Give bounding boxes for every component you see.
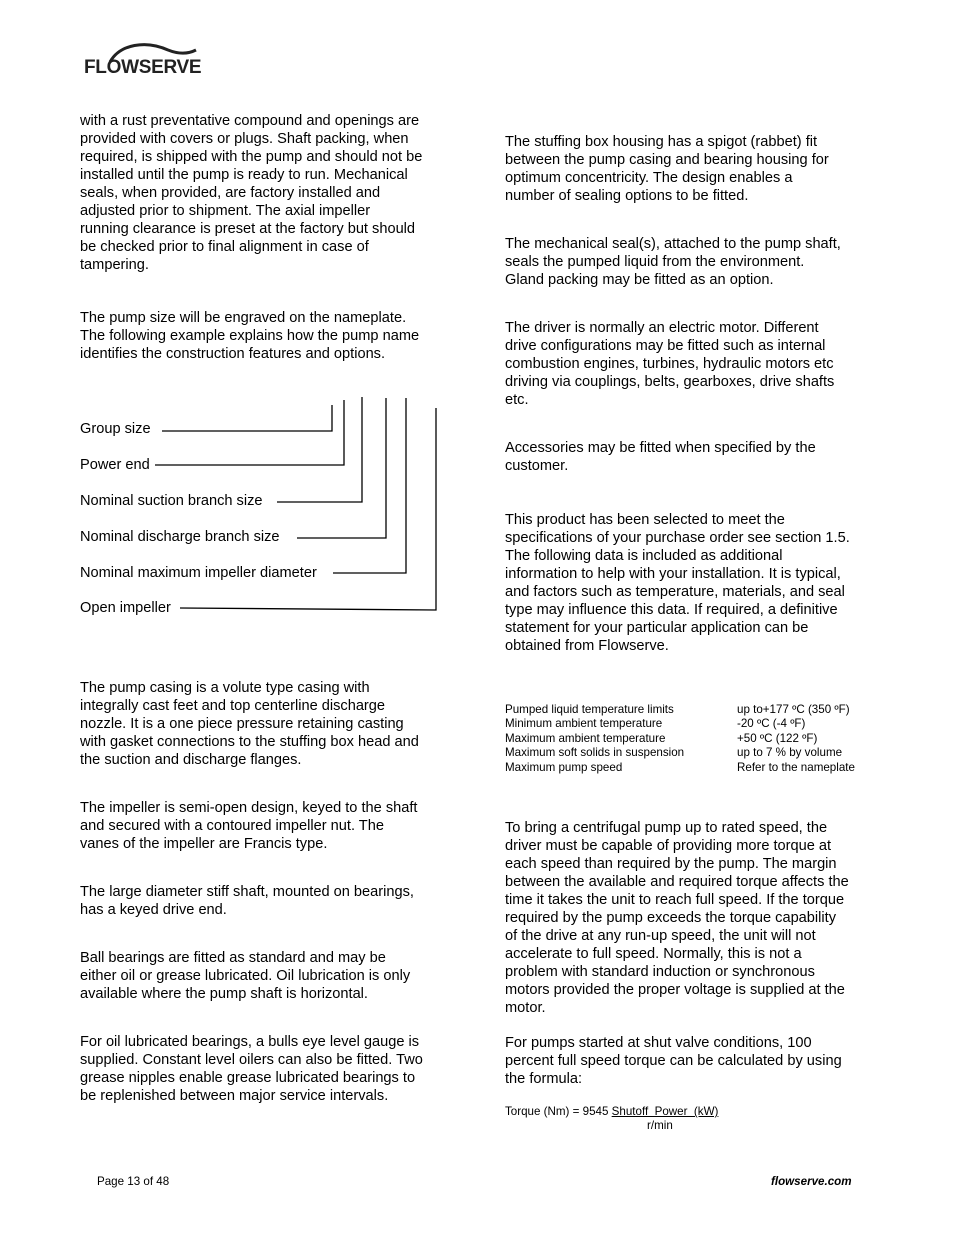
table-row: [505, 717, 855, 731]
left-para-1: [80, 112, 422, 274]
text-line: seals, when provided, are factory installed and: [80, 185, 381, 201]
text-line: combustion engines, turbines, hydraulic motors etc: [505, 356, 834, 372]
text-line: tampering.: [80, 257, 149, 273]
spec-label: Maximum pump speed: [505, 760, 623, 774]
text-line: with gasket connections to the stuffing box head and: [80, 734, 419, 750]
text-line: installed until the pump is ready to run. Mechanical: [80, 167, 408, 183]
text-line: seals the pumped liquid from the environment.: [505, 254, 805, 270]
text-line: nozzle. It is a one piece pressure retaining casting: [80, 716, 404, 732]
text-line: For oil lubricated bearings, a bulls eye level gauge is: [80, 1034, 420, 1050]
text-line: provided with covers or plugs. Shaft packing, when: [80, 131, 409, 147]
text-line: between the available and required torque affects the: [505, 874, 849, 890]
text-line: of the drive at any run-up speed, the unit will not: [505, 928, 816, 944]
left-para-impeller: [80, 799, 417, 853]
label-group-size: Group size: [80, 421, 151, 437]
text-line: The following data is included as additional: [505, 548, 783, 564]
text-line: information to help with your installation. It is typical,: [505, 566, 841, 582]
right-para-driver: [505, 319, 834, 409]
left-para-bearings: [80, 949, 410, 1003]
flowserve-logo: [82, 40, 204, 82]
text-line: obtained from Flowserve.: [505, 638, 669, 654]
text-line: required by the pump exceeds the torque capability: [505, 910, 836, 926]
label-power-end: Power end: [80, 457, 150, 473]
text-line: This product has been selected to meet the: [505, 512, 785, 528]
text-line: number of sealing options to be fitted.: [505, 188, 749, 204]
label-suction-size: Nominal suction branch size: [80, 493, 263, 509]
text-line: For pumps started at shut valve conditions, 100: [505, 1035, 812, 1051]
text-line: either oil or grease lubricated. Oil lubrication is only: [80, 968, 411, 984]
text-line: etc.: [505, 392, 529, 408]
label-open-impeller: Open impeller: [80, 600, 171, 616]
right-para-stuffing-box: [505, 133, 829, 205]
impeller-diameter-leader: [333, 398, 406, 573]
text-line: specifications of your purchase order see section 1.5.: [505, 530, 850, 546]
left-para-lubrication: [80, 1033, 423, 1105]
formula-numerator: Shutoff Power (kW): [611, 1105, 719, 1118]
formula-prefix: Torque (Nm) = 9545: [505, 1105, 612, 1118]
right-para-shut-valve: [505, 1034, 842, 1088]
spec-label: Minimum ambient temperature: [505, 717, 663, 731]
text-line: motor.: [505, 1000, 546, 1016]
text-line: percent full speed torque can be calculated by using: [505, 1053, 842, 1069]
text-line: required, is shipped with the pump and should not be: [80, 149, 423, 165]
torque-formula: [505, 1105, 718, 1119]
text-line: type may influence this data. If required, a definitive: [505, 602, 838, 618]
footer-website: flowserve.com: [771, 1175, 852, 1188]
spec-value: up to+177 ºC (350 ºF): [737, 703, 850, 716]
text-line: The large diameter stiff shaft, mounted on bearings,: [80, 884, 414, 900]
text-line: be replenished between major service intervals.: [80, 1088, 389, 1104]
text-line: The driver is normally an electric motor. Different: [505, 320, 819, 336]
text-line: To bring a centrifugal pump up to rated speed, the: [505, 820, 828, 836]
brand-name: FLOWSERVE: [84, 57, 202, 78]
left-para-shaft: [80, 883, 414, 919]
text-line: time it takes the unit to reach full speed. If the torque: [505, 892, 845, 908]
text-line: Accessories may be fitted when specified by the: [505, 440, 816, 456]
page-number: Page 13 of 48: [97, 1175, 170, 1188]
text-line: The pump size will be engraved on the nameplate.: [80, 310, 407, 326]
text-line: running clearance is preset at the factory but should: [80, 221, 416, 237]
spec-label: Maximum ambient temperature: [505, 731, 666, 745]
spec-label: Pumped liquid temperature limits: [505, 703, 674, 716]
text-line: each speed than required by the pump. The margin: [505, 856, 837, 872]
text-line: grease nipples enable grease lubricated bearings to: [80, 1070, 416, 1086]
text-line: driver must be capable of providing more torque at: [505, 838, 832, 854]
spec-value: -20 ºC (-4 ºF): [737, 717, 806, 731]
right-para-torque: [505, 819, 849, 1017]
spec-value: Refer to the nameplate: [737, 760, 855, 774]
text-line: be checked prior to final alignment in case of: [80, 239, 369, 255]
formula-denominator: r/min: [647, 1119, 673, 1132]
text-line: problem with standard induction or synchronous: [505, 964, 815, 980]
group-size-leader: [162, 405, 332, 431]
text-line: drive configurations may be fitted such as internal: [505, 338, 826, 354]
left-para-2: [80, 309, 419, 363]
spec-value: up to 7 % by volume: [737, 746, 843, 760]
spec-table-wrap: [505, 703, 855, 775]
table-row: [505, 746, 855, 760]
suction-leader: [277, 397, 362, 502]
label-impeller-diameter: Nominal maximum impeller diameter: [80, 565, 317, 581]
right-para-performance: [505, 511, 850, 655]
open-impeller-leader: [180, 408, 436, 610]
right-para-seal: [505, 235, 841, 289]
text-line: driving via couplings, belts, gearboxes, drive shafts: [505, 374, 835, 390]
text-line: The stuffing box housing has a spigot (rabbet) fit: [505, 134, 818, 150]
text-line: supplied. Constant level oilers can also be fitted. Two: [80, 1052, 423, 1068]
text-line: the formula:: [505, 1071, 583, 1087]
text-line: with a rust preventative compound and openings are: [80, 113, 420, 129]
text-line: motors provided the proper voltage is supplied at the: [505, 982, 845, 998]
text-line: available where the pump shaft is horizontal.: [80, 986, 368, 1002]
power-end-leader: [155, 400, 344, 465]
text-line: Ball bearings are fitted as standard and may be: [80, 950, 386, 966]
left-para-casing: [80, 679, 419, 769]
text-line: customer.: [505, 458, 569, 474]
text-line: accelerate to full speed. Normally, this is not a: [505, 946, 802, 962]
spec-label: Maximum soft solids in suspension: [505, 746, 685, 760]
text-line: optimum concentricity. The design enables a: [505, 170, 793, 186]
discharge-leader: [297, 398, 386, 538]
text-line: has a keyed drive end.: [80, 902, 227, 918]
text-line: The pump casing is a volute type casing with: [80, 680, 370, 696]
table-row: [505, 761, 855, 775]
text-line: between the pump casing and bearing housing for: [505, 152, 829, 168]
table-row: [505, 703, 855, 717]
right-para-accessories: [505, 439, 816, 475]
text-line: identifies the construction features and options.: [80, 346, 386, 362]
text-line: The following example explains how the pump name: [80, 328, 420, 344]
operating-limits-table: [505, 703, 855, 775]
text-line: and secured with a contoured impeller nut. The: [80, 818, 384, 834]
text-line: and factors such as temperature, materials, and seal: [505, 584, 845, 600]
table-row: [505, 732, 855, 746]
text-line: Gland packing may be fitted as an option.: [505, 272, 774, 288]
spec-value: +50 ºC (122 ºF): [737, 731, 818, 745]
text-line: the suction and discharge flanges.: [80, 752, 302, 768]
text-line: vanes of the impeller are Francis type.: [80, 836, 328, 852]
label-discharge-size: Nominal discharge branch size: [80, 529, 280, 545]
text-line: The impeller is semi-open design, keyed to the shaft: [80, 800, 418, 816]
text-line: adjusted prior to shipment. The axial impeller: [80, 203, 371, 219]
text-line: integrally cast feet and top centerline discharge: [80, 698, 386, 714]
text-line: statement for your particular application can be: [505, 620, 809, 636]
text-line: The mechanical seal(s), attached to the pump shaft,: [505, 236, 841, 252]
